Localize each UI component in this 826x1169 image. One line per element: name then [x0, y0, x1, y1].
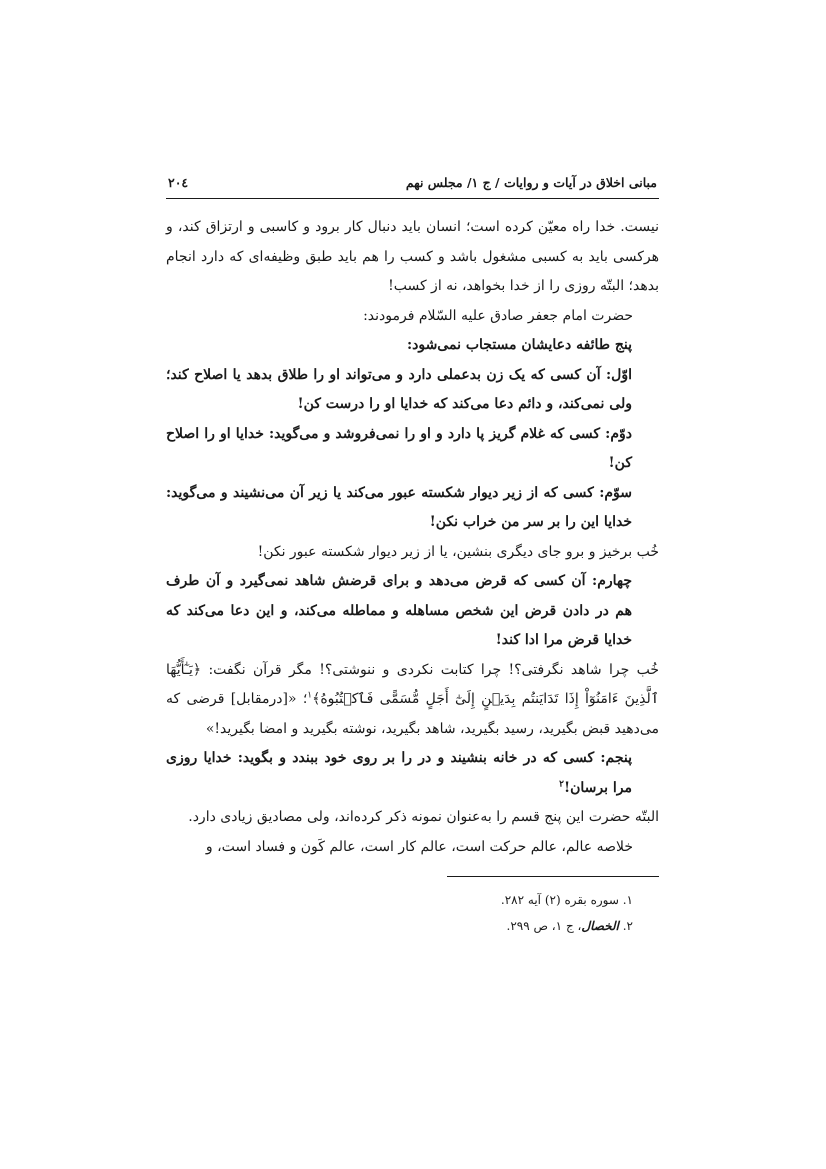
closing-paragraph-1: البتّه حضرت این پنج قسم را به‌عنوان نمونه ذکر کرده‌اند، ولی مصادیق زیادی دارد.	[188, 809, 659, 825]
paragraph-imam-intro: حضرت امام جعفر صادق علیه السّلام فرمودند:	[363, 307, 633, 324]
hadith-first: اوّل: آن کسی که یک زن بدعملی دارد و می‌تواند او را طلاق بدهد یا اصلاح کند؛ ولی نمی‌کند، و دائم دعا می‌کند که خدایا او را درست کن!	[166, 366, 632, 412]
footnote-1: ۱. سوره بقره (۲) آیه ۲۸۲.	[500, 893, 633, 907]
comment-loan	[166, 656, 659, 745]
comment-wall: خُب برخیز و برو جای دیگری بنشین، یا از زیر دیوار شکسته عبور نکن!	[257, 543, 659, 560]
comment-loan-end: ؛ «[درمقابل] قرضی که می‌دهید قبض بگیرید، رسید بگیرید، شاهد بگیرید، نوشته بگیرید و امضا بگیرید!»	[166, 691, 659, 737]
paragraph-livelihood: نیست. خدا راه معیّن کرده است؛ انسان باید دنبال کار برود و کاسبی و ارتزاق کند، و هرکسی باید به کسبی مشغول باشد و کسب را هم باید طبق وظیفه‌ای که دارد انجام بدهد؛ البتّه روزی را از خدا بخواهد، نه از کسب!	[166, 219, 659, 294]
footnote-2-source: الخصال	[581, 919, 619, 933]
footnote-2-detail: ، ج ۱، ص ۲۹۹.	[506, 919, 582, 933]
hadith-fifth-text: پنجم: کسی که در خانه بنشیند و در را بر روی خود ببندد و بگوید: خدایا روزی مرا برسان!	[166, 750, 632, 796]
hadith-block	[166, 331, 659, 538]
comment-loan-start: خُب چرا شاهد نگرفتی؟! چرا کتابت نکردی و ننوشتی؟! مگر قرآن نگفت:	[201, 661, 659, 678]
page-header	[166, 170, 659, 194]
hadith-block-3	[166, 744, 659, 803]
footnote-ref-1[interactable]: ۱	[307, 690, 313, 701]
footnote-divider	[447, 876, 659, 877]
hadith-fifth	[166, 744, 632, 803]
header-divider	[166, 198, 659, 199]
footnote-2	[166, 913, 633, 939]
hadith-fourth: چهارم: آن کسی که قرض می‌دهد و برای قرضش شاهد نمی‌گیرد و آن طرف هم در دادن قرض این شخص مساهله و مماطله می‌کند، و این دعا می‌کند که خدایا قرض مرا ادا کند!	[166, 573, 632, 648]
hadith-block-2	[166, 567, 659, 656]
hadith-intro: پنج طائفه دعایشان مستجاب نمی‌شود:	[406, 337, 632, 353]
footnote-2-number: ۲.	[618, 919, 633, 933]
hadith-third: سوّم: کسی که از زیر دیوار شکسته عبور می‌کند یا زیر آن می‌نشیند و می‌گوید: خدایا این را بر سر من خراب نکن!	[166, 484, 632, 530]
footnotes	[166, 887, 659, 939]
main-text	[166, 213, 659, 862]
quran-verse: ﴿یَـٰٓأَیُّهَا ٱلَّذِینَ ءَامَنُوٓاْ إِذَا تَدَایَنتُم بِدَیۡنٍ إِلَىٰٓ أَجَلٍ مُّسَمًّى فَٱكۡتُبُوهُ﴾	[166, 661, 659, 707]
page-number: ۲۰٤	[168, 174, 189, 190]
book-page	[166, 170, 659, 939]
footnote-ref-2[interactable]: ۲	[559, 778, 564, 789]
hadith-second: دوّم: کسی که غلام گریز پا دارد و او را نمی‌فروشد و می‌گوید: خدایا او را اصلاح کن!	[166, 425, 632, 471]
running-title: مبانی اخلاق در آیات و روایات / ج ۱/ مجلس نهم	[405, 174, 657, 190]
closing-paragraph-2: خلاصه عالم، عالم حرکت است، عالم کار است، عالم کَون و فساد است، و	[205, 838, 633, 855]
